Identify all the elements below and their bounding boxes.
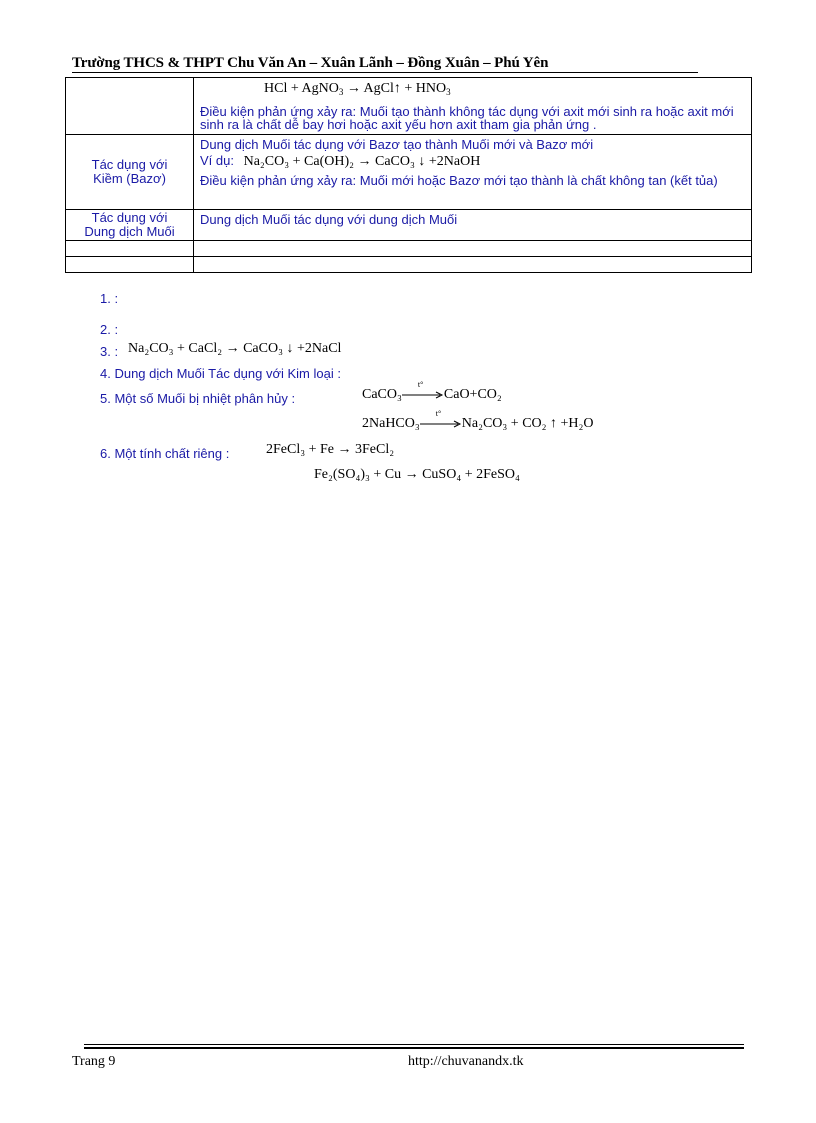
row-label: Tác dụng với Kiềm (Bazơ)	[66, 135, 194, 210]
equation: Na₂CO₃ + CaCl₂ → CaCO₃ ↓ +2NaCl	[128, 341, 342, 356]
heat-arrow: t°	[402, 390, 444, 400]
list-item: 2. :	[100, 322, 119, 337]
table-cell: Dung dịch Muối tác dụng với dung dịch Muối	[194, 210, 752, 241]
table-cell	[194, 135, 752, 210]
intro-text: Dung dịch Muối tác dụng với Bazơ tạo thành Muối mới và Bazơ mới	[200, 137, 594, 152]
equation: Fe₂(SO₄)₃ + Cu → CuSO₄ + 2FeSO₄	[314, 467, 520, 482]
heat-arrow: t°	[420, 419, 462, 429]
list-item: 4. Dung dịch Muối Tác dụng với Kim loại :	[100, 366, 341, 381]
table-row	[66, 241, 752, 257]
table-row	[66, 78, 752, 135]
row-label: Tác dụng với Dung dịch Muối	[66, 210, 194, 241]
list-item: 1. :	[100, 291, 119, 306]
list-item: 3. :	[100, 344, 119, 359]
page-header: Trường THCS & THPT Chu Văn An – Xuân Lãnh – Đồng Xuân – Phú Yên	[72, 55, 549, 71]
table-row	[66, 135, 752, 210]
equation: CaCO₃ t° CaO+CO₂	[362, 379, 502, 402]
reaction-table	[65, 77, 752, 273]
table-cell	[194, 78, 752, 135]
equation: HCl + AgNO$_3$ → AgCl↑ + $HNO_3$	[264, 81, 451, 97]
equation: 2FeCl₃ + Fe → 3FeCl₂	[266, 442, 395, 457]
equation: 2NaHCO₃ t° Na₂CO₃ + CO₂ ↑ +H₂O	[362, 408, 594, 431]
footer-rule	[84, 1047, 744, 1049]
condition-text: Điều kiện phản ứng xảy ra: Muối mới hoặc Bazơ mới tạo thành là chất không tan (kết tủa)	[200, 173, 718, 188]
example-line: Ví dụ: Na₂CO₃ + Ca(OH)₂ → CaCO₃ ↓ +2NaOH	[200, 153, 481, 169]
footer-url: http://chuvanandx.tk	[408, 1054, 524, 1069]
footer-rule	[84, 1044, 744, 1045]
table-row	[66, 210, 752, 241]
condition-text: Điều kiện phản ứng xảy ra: Muối tạo thành không tác dụng với axit mới sinh ra hoặc axit mới sinh ra là chất dễ bay hơi hoặc axit yếu hơn axit tham gia phản ứng .	[200, 104, 734, 132]
list-item: 6. Một tính chất riêng :	[100, 446, 230, 461]
list-item: 5. Một số Muối bị nhiệt phân hủy :	[100, 391, 296, 406]
page-number: Trang 9	[72, 1054, 116, 1069]
table-row	[66, 257, 752, 273]
header-rule	[72, 72, 698, 73]
row-label-empty	[66, 78, 194, 135]
